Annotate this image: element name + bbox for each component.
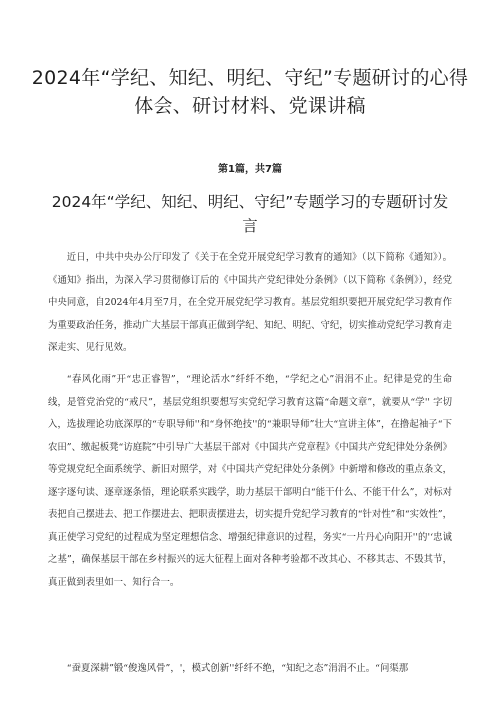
document-title: 2024年“学纪、知纪、明纪、守纪”专题研讨的心得体会、研讨材料、党课讲稿 — [31, 67, 469, 117]
body-paragraph: “春风化雨”开“忠正睿智”，“理论活水”纤纤不绝，“学纪之心”涓涓不止。纪律是党的生命线，是管党治党的“戒尺”，基层党组织要想写实党纪学习教育这篇“命题文章”，就要从“学'' 字切入，选拔理论功底深厚的“专职导师''和“身怀绝技''的“兼职导师”壮大“宣讲主体”，在撸起袖子“下农田”、缴起板凳“访庭院”中引导广大基层干部对《中国共产党章程》《中国共产党纪律处分条例》等党规党纪全面系统学、新旧对照学，对《中国共产党纪律处分条例》中新增和修改的重点条文，逐字逐句读、逐章逐条悟，理论联系实践学，助力基层干部明白“能干什么、不能干什么”，对标对表把自己摆进去、把工作摆进去、把职责摆进去，切实提升党纪学习教育的“针对性”和“实效性”，真正使学习党纪的过程成为坚定理想信念、增强纪律意识的过程，务实“一片丹心向阳开''的'‘忠诚之基”，确保基层干部在乡村振兴的远大征程上面对各种考验都不改其心、不移其志、不毁其节，真正做到表里如一、知行合一。 — [48, 374, 452, 588]
body-paragraph: 近日，中共中央办公厅印发了《关于在全党开展党纪学习教育的通知》（以下简称《通知》）。《通知》指出，为深入学习贯彻修订后的《中国共产党纪律处分条例》（以下简称《条例》），经党中央同意，自2024年4月至7月，在全党开展党纪学习教育。基层党组织要把开展党纪学习教育作为重要政治任务，推动广大基层干部真正做到学纪、知纪、明纪、守纪，切实推动党纪学习教育走深走实、见行见效。 — [48, 252, 452, 353]
section-title: 2024年“学纪、知纪、明纪、守纪”专题学习的专题研讨发言 — [51, 193, 449, 235]
section-marker: 第1篇，共7篇 — [218, 164, 282, 175]
body-paragraph: “蚕夏深耕”锻“俊逸风骨”，'，模式创新''纤纤不绝，“知纪之态”涓涓不止。“问渠那 — [66, 663, 409, 674]
